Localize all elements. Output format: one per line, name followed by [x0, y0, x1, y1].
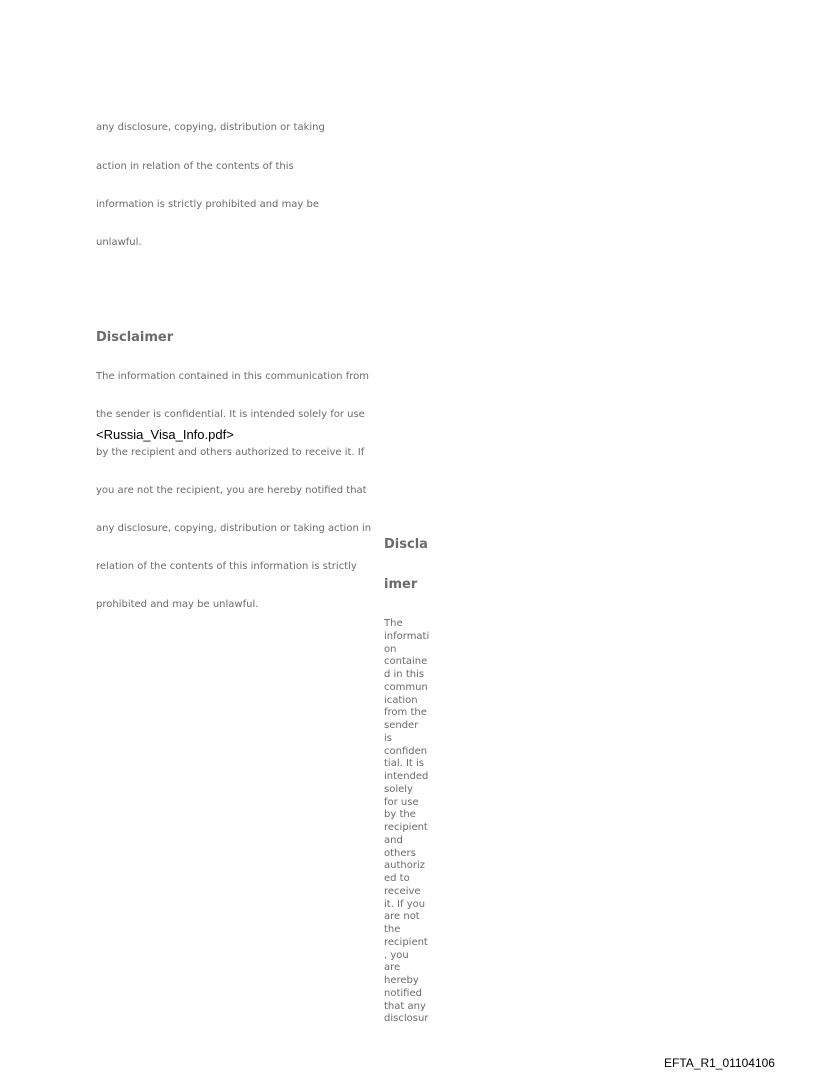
text-line: commun	[384, 681, 428, 693]
text-line: and	[384, 834, 403, 846]
text-line: notified	[384, 987, 422, 999]
text-line: prohibited and may be unlawful.	[96, 599, 259, 611]
text-line: on	[384, 643, 397, 655]
disclaimer-narrow-block	[384, 513, 429, 1039]
disclaimer-block	[96, 306, 371, 625]
text-line: by the	[384, 809, 416, 821]
document-id: EFTA_R1_01104106	[664, 1056, 775, 1070]
text-line: from the	[384, 707, 427, 719]
text-line: hereby	[384, 975, 419, 987]
text-line: the	[384, 924, 401, 936]
text-line: confiden	[384, 745, 428, 757]
attachment-link[interactable]: <Russia_Visa_Info.pdf>	[96, 427, 234, 442]
text-line: are not	[384, 911, 420, 923]
text-line: that any	[384, 1000, 426, 1012]
text-line: information is strictly prohibited and may be	[96, 198, 320, 210]
text-line: The information contained in this communication from	[96, 370, 369, 382]
text-line: recipient	[384, 936, 428, 948]
disclaimer-heading: Discla	[384, 537, 428, 553]
text-line: it. If you	[384, 898, 426, 910]
disclaimer-fragment	[96, 97, 325, 262]
text-line: others	[384, 847, 416, 859]
disclaimer-heading: Disclaimer	[96, 330, 174, 346]
text-line: action in relation of the contents of this	[96, 160, 294, 172]
text-line: receive	[384, 885, 421, 897]
text-line: , you	[384, 949, 409, 961]
text-line: solely	[384, 783, 413, 795]
text-line: informati	[384, 630, 430, 642]
text-line: for use	[384, 796, 419, 808]
text-line: the sender is confidential. It is intended solely for use	[96, 408, 365, 420]
text-line: you are not the recipient, you are hereby notified that	[96, 485, 367, 497]
disclaimer-heading: imer	[384, 577, 418, 593]
text-line: authoriz	[384, 860, 425, 872]
text-line: sender	[384, 720, 419, 732]
text-line: ed to	[384, 873, 410, 885]
text-line: relation of the contents of this information is strictly	[96, 561, 357, 573]
disclaimer-narrow-text	[384, 618, 429, 1026]
text-line: disclosur	[384, 1013, 429, 1025]
text-line: is	[384, 732, 392, 744]
text-line: tial. It is	[384, 758, 424, 770]
text-line: recipient	[384, 822, 428, 834]
text-line: ication	[384, 694, 418, 706]
text-line: d in this	[384, 669, 425, 681]
text-line: by the recipient and others authorized to receive it. If	[96, 447, 365, 459]
text-line: containe	[384, 656, 428, 668]
text-line: any disclosure, copying, distribution or taking action in	[96, 523, 372, 535]
text-line: The	[384, 618, 403, 630]
text-line: any disclosure, copying, distribution or taking	[96, 122, 325, 134]
text-line: unlawful.	[96, 236, 142, 248]
text-line: intended	[384, 771, 429, 783]
text-line: are	[384, 962, 401, 974]
